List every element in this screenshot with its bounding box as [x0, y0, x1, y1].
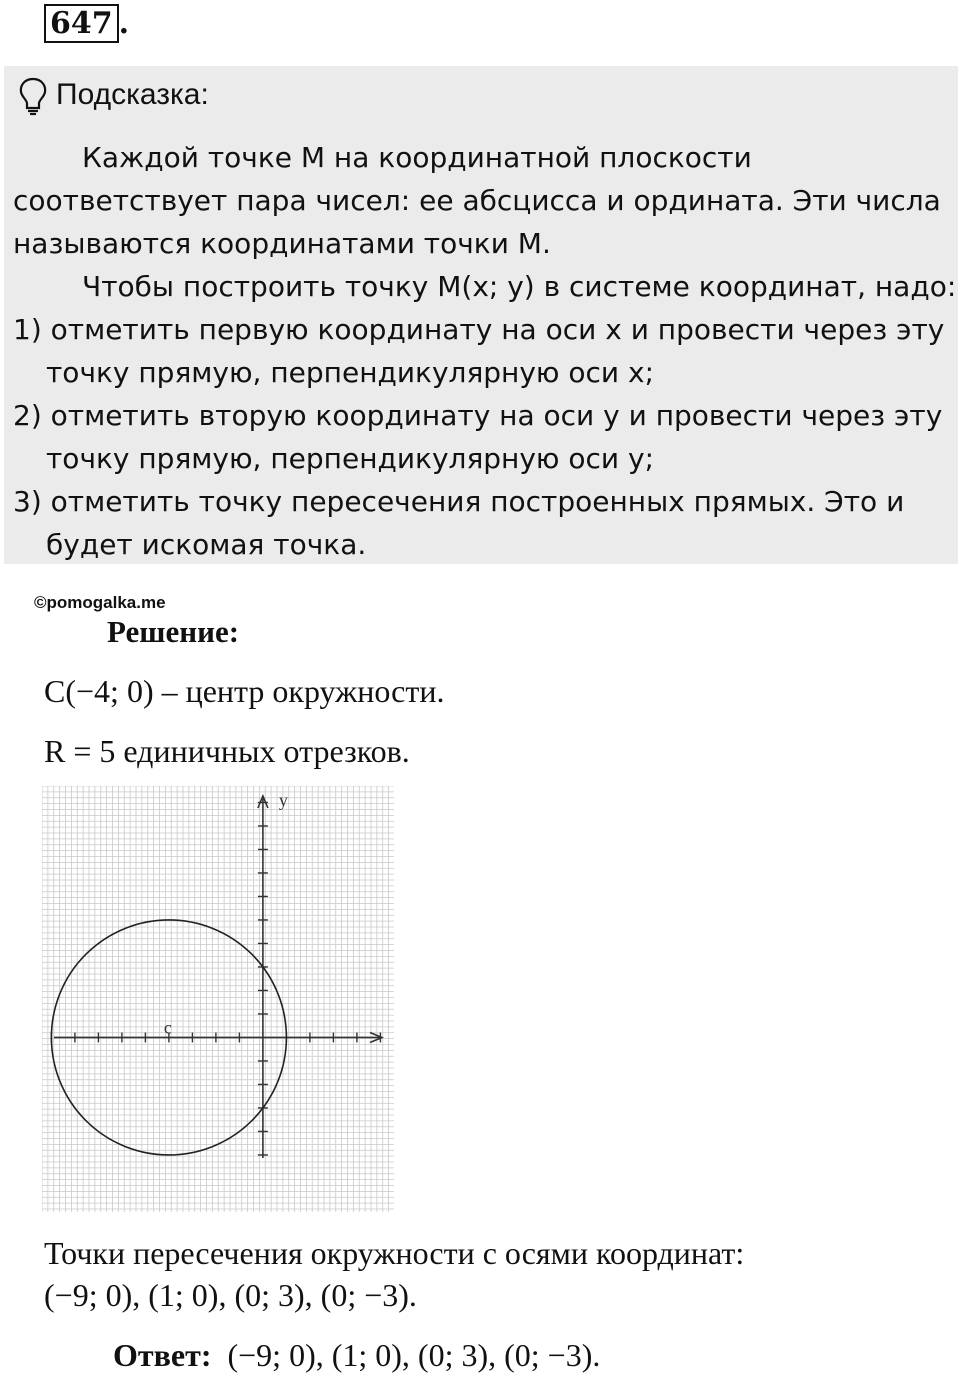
- coordinate-plot: [42, 786, 394, 1212]
- problem-number: [44, 6, 129, 42]
- hint-line: 3) отметить точку пересечения построенных прямых. Это и: [13, 485, 905, 518]
- answer-values: (−9; 0), (1; 0), (0; 3), (0; −3).: [227, 1337, 601, 1373]
- hint-line: точку прямую, перпендикулярную оси y;: [46, 442, 655, 475]
- hint-line: Каждой точке М на координатной плоскости: [82, 141, 752, 174]
- hint-line: 1) отметить первую координату на оси x и провести через эту: [13, 313, 945, 346]
- hint-line: точку прямую, перпендикулярную оси x;: [46, 356, 655, 389]
- problem-number-suffix: .: [118, 6, 130, 41]
- intersections-values: (−9; 0), (1; 0), (0; 3), (0; −3).: [44, 1277, 417, 1313]
- answer: [113, 1336, 600, 1374]
- hint-line: 2) отметить вторую координату на оси y и провести через эту: [13, 399, 943, 432]
- hint-line: будет искомая точка.: [46, 528, 367, 561]
- y-axis-label: y: [278, 790, 288, 810]
- copyright: ©pomogalka.me: [34, 593, 166, 612]
- center-line: C(−4; 0) – центр окружности.: [44, 673, 445, 709]
- radius-line: R = 5 единичных отрезков.: [44, 733, 410, 769]
- solution-title: Решение:: [107, 614, 240, 649]
- center-label: c: [163, 1017, 172, 1038]
- hint-line: называются координатами точки М.: [13, 227, 551, 260]
- lightbulb-icon: [16, 76, 50, 116]
- hint-line: соответствует пара чисел: ее абсцисса и ордината. Эти числа: [13, 184, 941, 217]
- intersections-text: Точки пересечения окружности с осями координат:: [44, 1235, 745, 1271]
- problem-number-box: 647: [44, 4, 119, 43]
- answer-label: Ответ:: [113, 1337, 212, 1373]
- hint-line: Чтобы построить точку М(x; y) в системе координат, надо:: [82, 270, 957, 303]
- hint-title: Подсказка:: [56, 78, 209, 111]
